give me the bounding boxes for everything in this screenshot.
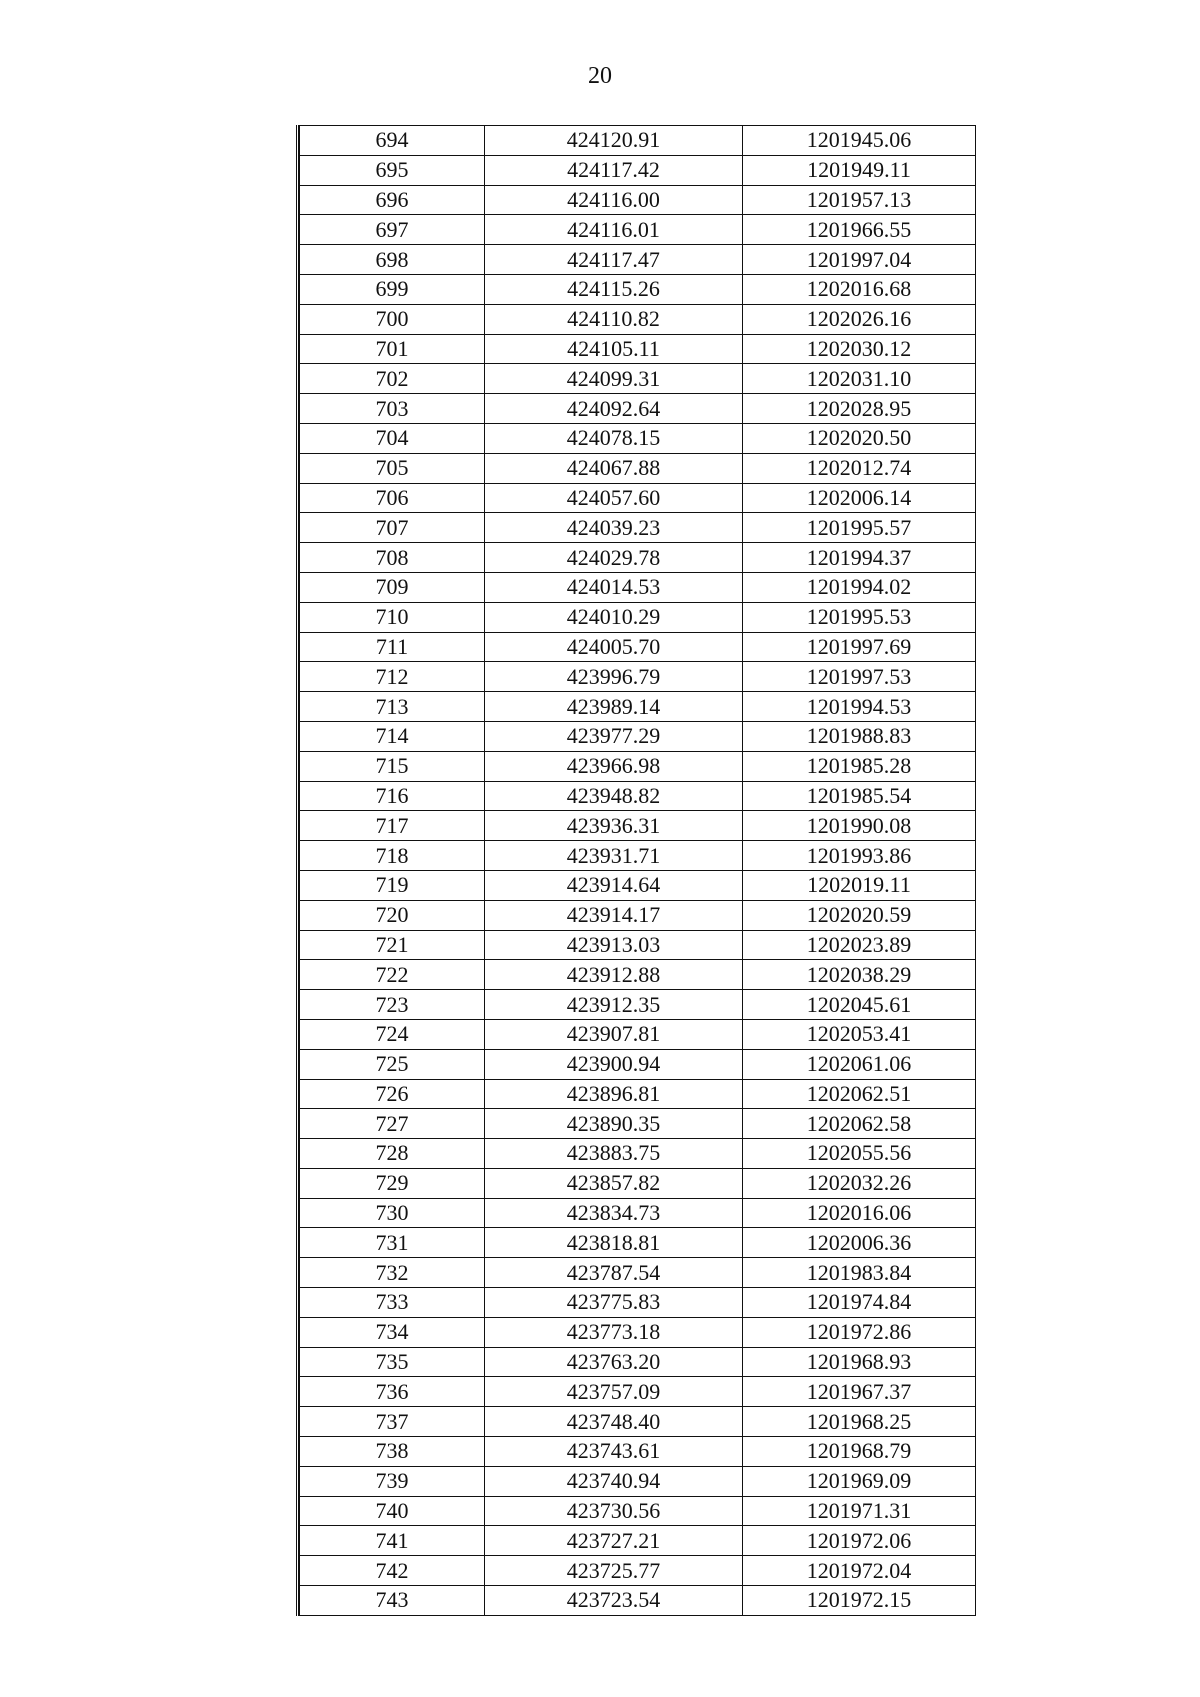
point-number-cell: 708: [300, 543, 485, 573]
point-number-cell: 719: [300, 870, 485, 900]
table-row: [300, 1079, 976, 1109]
table-row: [300, 811, 976, 841]
point-number-cell: 737: [300, 1407, 485, 1437]
x-coordinate-cell: 424092.64: [485, 394, 743, 424]
y-coordinate-cell: 1201971.31: [743, 1496, 976, 1526]
table-row: [300, 1526, 976, 1556]
point-number-cell: 705: [300, 453, 485, 483]
table-row: [300, 453, 976, 483]
table-row: [300, 1228, 976, 1258]
point-number-cell: 735: [300, 1347, 485, 1377]
point-number-cell: 715: [300, 751, 485, 781]
point-number-cell: 722: [300, 960, 485, 990]
x-coordinate-cell: 423977.29: [485, 721, 743, 751]
point-number-cell: 741: [300, 1526, 485, 1556]
point-number-cell: 729: [300, 1168, 485, 1198]
x-coordinate-cell: 423730.56: [485, 1496, 743, 1526]
table-row: [300, 364, 976, 394]
point-number-cell: 699: [300, 274, 485, 304]
x-coordinate-cell: 423834.73: [485, 1198, 743, 1228]
table-row: [300, 1109, 976, 1139]
x-coordinate-cell: 423914.64: [485, 870, 743, 900]
x-coordinate-cell: 423725.77: [485, 1556, 743, 1586]
y-coordinate-cell: 1201966.55: [743, 215, 976, 245]
y-coordinate-cell: 1202062.51: [743, 1079, 976, 1109]
x-coordinate-cell: 423775.83: [485, 1288, 743, 1318]
point-number-cell: 717: [300, 811, 485, 841]
y-coordinate-cell: 1201985.54: [743, 781, 976, 811]
y-coordinate-cell: 1201994.53: [743, 692, 976, 722]
point-number-cell: 718: [300, 841, 485, 871]
table-row: [300, 751, 976, 781]
x-coordinate-cell: 423912.88: [485, 960, 743, 990]
point-number-cell: 696: [300, 185, 485, 215]
y-coordinate-cell: 1201972.06: [743, 1526, 976, 1556]
point-number-cell: 731: [300, 1228, 485, 1258]
y-coordinate-cell: 1202020.50: [743, 423, 976, 453]
y-coordinate-cell: 1202016.06: [743, 1198, 976, 1228]
table-row: [300, 394, 976, 424]
y-coordinate-cell: 1201967.37: [743, 1377, 976, 1407]
table-row: [300, 1466, 976, 1496]
y-coordinate-cell: 1201993.86: [743, 841, 976, 871]
table-row: [300, 1377, 976, 1407]
x-coordinate-cell: 423883.75: [485, 1139, 743, 1169]
y-coordinate-cell: 1201997.53: [743, 662, 976, 692]
y-coordinate-cell: 1202045.61: [743, 990, 976, 1020]
x-coordinate-cell: 423740.94: [485, 1466, 743, 1496]
y-coordinate-cell: 1202012.74: [743, 453, 976, 483]
table-row: [300, 781, 976, 811]
table-row: [300, 1198, 976, 1228]
y-coordinate-cell: 1201949.11: [743, 155, 976, 185]
y-coordinate-cell: 1201974.84: [743, 1288, 976, 1318]
y-coordinate-cell: 1201945.06: [743, 126, 976, 156]
table-row: [300, 960, 976, 990]
y-coordinate-cell: 1201957.13: [743, 185, 976, 215]
y-coordinate-cell: 1201994.02: [743, 572, 976, 602]
table-row: [300, 274, 976, 304]
x-coordinate-cell: 424105.11: [485, 334, 743, 364]
x-coordinate-cell: 424005.70: [485, 632, 743, 662]
x-coordinate-cell: 423989.14: [485, 692, 743, 722]
x-coordinate-cell: 423966.98: [485, 751, 743, 781]
y-coordinate-cell: 1202055.56: [743, 1139, 976, 1169]
table-row: [300, 870, 976, 900]
table-row: [300, 1317, 976, 1347]
x-coordinate-cell: 424029.78: [485, 543, 743, 573]
x-coordinate-cell: 424116.01: [485, 215, 743, 245]
point-number-cell: 736: [300, 1377, 485, 1407]
y-coordinate-cell: 1201968.93: [743, 1347, 976, 1377]
y-coordinate-cell: 1201985.28: [743, 751, 976, 781]
x-coordinate-cell: 423890.35: [485, 1109, 743, 1139]
point-number-cell: 738: [300, 1437, 485, 1467]
table-row: [300, 692, 976, 722]
point-number-cell: 724: [300, 1019, 485, 1049]
table-row: [300, 1586, 976, 1616]
x-coordinate-cell: 424039.23: [485, 513, 743, 543]
y-coordinate-cell: 1201994.37: [743, 543, 976, 573]
table-row: [300, 572, 976, 602]
point-number-cell: 695: [300, 155, 485, 185]
x-coordinate-cell: 423743.61: [485, 1437, 743, 1467]
y-coordinate-cell: 1202062.58: [743, 1109, 976, 1139]
point-number-cell: 710: [300, 602, 485, 632]
x-coordinate-cell: 424014.53: [485, 572, 743, 602]
y-coordinate-cell: 1202026.16: [743, 304, 976, 334]
y-coordinate-cell: 1202038.29: [743, 960, 976, 990]
coordinates-table: [299, 125, 976, 1616]
x-coordinate-cell: 423996.79: [485, 662, 743, 692]
x-coordinate-cell: 424117.42: [485, 155, 743, 185]
table-row: [300, 990, 976, 1020]
point-number-cell: 732: [300, 1258, 485, 1288]
y-coordinate-cell: 1202016.68: [743, 274, 976, 304]
table-row: [300, 1407, 976, 1437]
y-coordinate-cell: 1201968.25: [743, 1407, 976, 1437]
x-coordinate-cell: 424010.29: [485, 602, 743, 632]
x-coordinate-cell: 424067.88: [485, 453, 743, 483]
point-number-cell: 726: [300, 1079, 485, 1109]
x-coordinate-cell: 423773.18: [485, 1317, 743, 1347]
point-number-cell: 698: [300, 245, 485, 275]
x-coordinate-cell: 423896.81: [485, 1079, 743, 1109]
point-number-cell: 706: [300, 483, 485, 513]
point-number-cell: 725: [300, 1049, 485, 1079]
x-coordinate-cell: 423818.81: [485, 1228, 743, 1258]
y-coordinate-cell: 1201990.08: [743, 811, 976, 841]
point-number-cell: 727: [300, 1109, 485, 1139]
point-number-cell: 712: [300, 662, 485, 692]
y-coordinate-cell: 1202053.41: [743, 1019, 976, 1049]
x-coordinate-cell: 423900.94: [485, 1049, 743, 1079]
y-coordinate-cell: 1202019.11: [743, 870, 976, 900]
table-row: [300, 155, 976, 185]
y-coordinate-cell: 1202032.26: [743, 1168, 976, 1198]
x-coordinate-cell: 423787.54: [485, 1258, 743, 1288]
point-number-cell: 728: [300, 1139, 485, 1169]
point-number-cell: 721: [300, 930, 485, 960]
y-coordinate-cell: 1201969.09: [743, 1466, 976, 1496]
table-row: [300, 483, 976, 513]
x-coordinate-cell: 423931.71: [485, 841, 743, 871]
table-row: [300, 662, 976, 692]
table-row: [300, 1019, 976, 1049]
y-coordinate-cell: 1201997.04: [743, 245, 976, 275]
point-number-cell: 697: [300, 215, 485, 245]
table-row: [300, 126, 976, 156]
y-coordinate-cell: 1202061.06: [743, 1049, 976, 1079]
page-number: 20: [588, 63, 612, 89]
x-coordinate-cell: 423914.17: [485, 900, 743, 930]
table-row: [300, 900, 976, 930]
table-row: [300, 1049, 976, 1079]
x-coordinate-cell: 424110.82: [485, 304, 743, 334]
table-row: [300, 1347, 976, 1377]
table-row: [300, 1168, 976, 1198]
point-number-cell: 742: [300, 1556, 485, 1586]
table-row: [300, 334, 976, 364]
x-coordinate-cell: 423727.21: [485, 1526, 743, 1556]
table-row: [300, 930, 976, 960]
point-number-cell: 700: [300, 304, 485, 334]
point-number-cell: 704: [300, 423, 485, 453]
table-row: [300, 721, 976, 751]
x-coordinate-cell: 424078.15: [485, 423, 743, 453]
x-coordinate-cell: 423757.09: [485, 1377, 743, 1407]
table-row: [300, 543, 976, 573]
y-coordinate-cell: 1202006.14: [743, 483, 976, 513]
point-number-cell: 743: [300, 1586, 485, 1616]
point-number-cell: 711: [300, 632, 485, 662]
point-number-cell: 707: [300, 513, 485, 543]
x-coordinate-cell: 423748.40: [485, 1407, 743, 1437]
x-coordinate-cell: 424099.31: [485, 364, 743, 394]
point-number-cell: 703: [300, 394, 485, 424]
x-coordinate-cell: 423723.54: [485, 1586, 743, 1616]
point-number-cell: 694: [300, 126, 485, 156]
table-row: [300, 245, 976, 275]
x-coordinate-cell: 423948.82: [485, 781, 743, 811]
table-row: [300, 632, 976, 662]
table-row: [300, 1139, 976, 1169]
table-row: [300, 1258, 976, 1288]
x-coordinate-cell: 423913.03: [485, 930, 743, 960]
point-number-cell: 723: [300, 990, 485, 1020]
point-number-cell: 720: [300, 900, 485, 930]
coordinates-table-container: [296, 125, 975, 1616]
point-number-cell: 714: [300, 721, 485, 751]
table-row: [300, 1556, 976, 1586]
table-row: [300, 215, 976, 245]
point-number-cell: 713: [300, 692, 485, 722]
table-row: [300, 1496, 976, 1526]
table-row: [300, 602, 976, 632]
x-coordinate-cell: 423936.31: [485, 811, 743, 841]
x-coordinate-cell: 424117.47: [485, 245, 743, 275]
x-coordinate-cell: 424116.00: [485, 185, 743, 215]
y-coordinate-cell: 1201968.79: [743, 1437, 976, 1467]
y-coordinate-cell: 1201995.57: [743, 513, 976, 543]
y-coordinate-cell: 1202030.12: [743, 334, 976, 364]
point-number-cell: 730: [300, 1198, 485, 1228]
table-row: [300, 1437, 976, 1467]
x-coordinate-cell: 423907.81: [485, 1019, 743, 1049]
y-coordinate-cell: 1201972.04: [743, 1556, 976, 1586]
x-coordinate-cell: 424120.91: [485, 126, 743, 156]
table-row: [300, 841, 976, 871]
point-number-cell: 740: [300, 1496, 485, 1526]
table-row: [300, 513, 976, 543]
point-number-cell: 701: [300, 334, 485, 364]
y-coordinate-cell: 1201997.69: [743, 632, 976, 662]
y-coordinate-cell: 1201972.15: [743, 1586, 976, 1616]
y-coordinate-cell: 1202028.95: [743, 394, 976, 424]
y-coordinate-cell: 1202031.10: [743, 364, 976, 394]
table-row: [300, 185, 976, 215]
y-coordinate-cell: 1201972.86: [743, 1317, 976, 1347]
x-coordinate-cell: 423857.82: [485, 1168, 743, 1198]
table-row: [300, 304, 976, 334]
y-coordinate-cell: 1202020.59: [743, 900, 976, 930]
y-coordinate-cell: 1201983.84: [743, 1258, 976, 1288]
coordinates-table-body: [300, 126, 976, 1616]
y-coordinate-cell: 1202006.36: [743, 1228, 976, 1258]
table-row: [300, 1288, 976, 1318]
x-coordinate-cell: 423912.35: [485, 990, 743, 1020]
y-coordinate-cell: 1201995.53: [743, 602, 976, 632]
table-row: [300, 423, 976, 453]
x-coordinate-cell: 423763.20: [485, 1347, 743, 1377]
point-number-cell: 733: [300, 1288, 485, 1318]
y-coordinate-cell: 1202023.89: [743, 930, 976, 960]
y-coordinate-cell: 1201988.83: [743, 721, 976, 751]
x-coordinate-cell: 424115.26: [485, 274, 743, 304]
point-number-cell: 716: [300, 781, 485, 811]
point-number-cell: 734: [300, 1317, 485, 1347]
x-coordinate-cell: 424057.60: [485, 483, 743, 513]
point-number-cell: 702: [300, 364, 485, 394]
point-number-cell: 739: [300, 1466, 485, 1496]
point-number-cell: 709: [300, 572, 485, 602]
